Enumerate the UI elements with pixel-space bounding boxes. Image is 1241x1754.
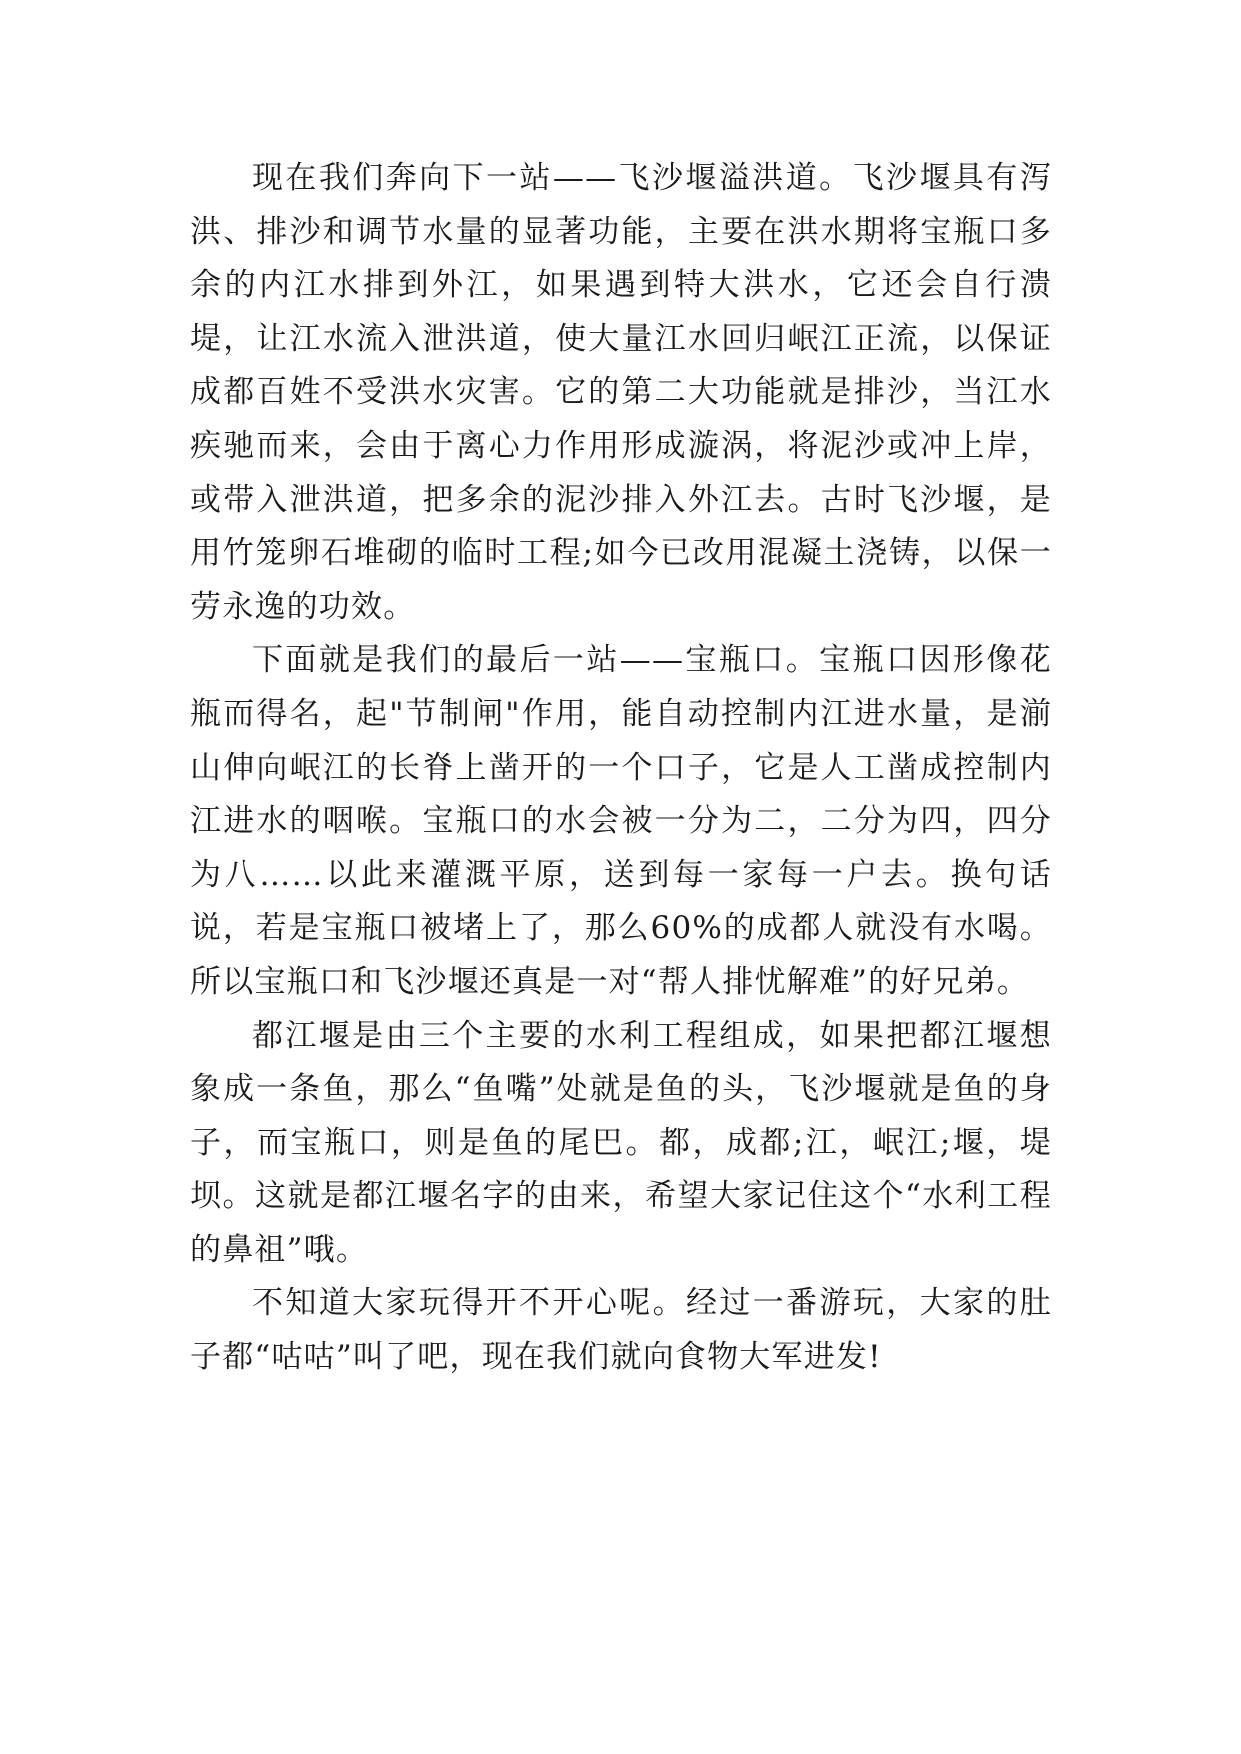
- paragraph-dujiangyan-name: 都江堰是由三个主要的水利工程组成，如果把都江堰想象成一条鱼，那么“鱼嘴”处就是鱼的头，飞沙堰就是鱼的身子，而宝瓶口，则是鱼的尾巴。都，成都;江，岷江;堰，堤坝。这就是都江堰名字的由来，希望大家记住这个“水利工程的鼻祖”哦。: [190, 1017, 1052, 1268]
- document-body: [190, 152, 1052, 1385]
- paragraph-feishayan: 现在我们奔向下一站——飞沙堰溢洪道。飞沙堰具有泻洪、排沙和调节水量的显著功能，主要在洪水期将宝瓶口多余的内江水排到外江，如果遇到特大洪水，它还会自行溃堤，让江水流入泄洪道，使大量江水回归岷江正流，以保证成都百姓不受洪水灾害。它的第二大功能就是排沙，当江水疾驰而来，会由于离心力作用形成漩涡，将泥沙或冲上岸，或带入泄洪道，把多余的泥沙排入外江去。古时飞沙堰，是用竹笼卵石堆砌的临时工程;如今已改用混凝土浇铸，以保一劳永逸的功效。: [190, 160, 1052, 625]
- paragraph-closing: 不知道大家玩得开不开心呢。经过一番游玩，大家的肚子都“咕咕”叫了吧，现在我们就向食物大军进发!: [190, 1285, 1052, 1376]
- paragraph-baopingkou: 下面就是我们的最后一站——宝瓶口。宝瓶口因形像花瓶而得名，起"节制闸"作用，能自动控制内江进水量，是湔山伸向岷江的长脊上凿开的一个口子，它是人工凿成控制内江进水的咽喉。宝瓶口的水会被一分为二，二分为四，四分为八……以此来灌溉平原，送到每一家每一户去。换句话说，若是宝瓶口被堵上了，那么60%的成都人就没有水喝。所以宝瓶口和飞沙堰还真是一对“帮人排忧解难”的好兄弟。: [190, 642, 1052, 1000]
